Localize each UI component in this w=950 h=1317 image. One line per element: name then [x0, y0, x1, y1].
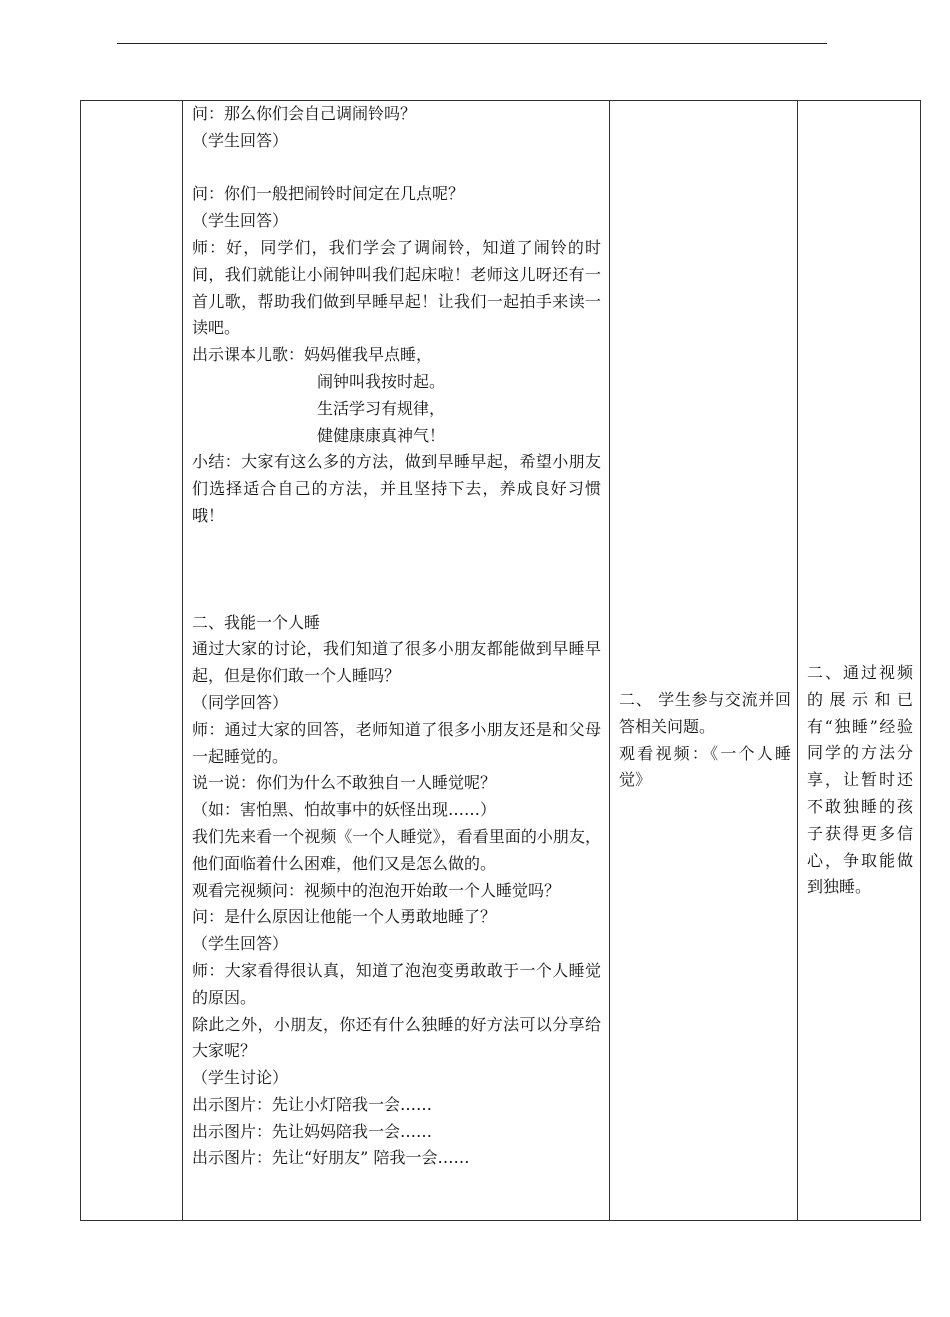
- lesson-plan-table: [80, 100, 921, 1221]
- example-answer: （如：害怕黑、怕故事中的妖怪出现……）: [192, 800, 497, 820]
- student-activity-cell: [610, 101, 798, 1221]
- song-line: 健健康康真神气！: [317, 425, 446, 445]
- design-intent-cell: [798, 101, 921, 1221]
- song-intro: 出示课本儿歌：妈妈催我早点睡，: [192, 345, 433, 365]
- song-line: 闹钟叫我按时起。: [317, 371, 446, 391]
- after-video-question: 观看完视频问：视频中的泡泡开始敢一个人睡觉吗？: [192, 880, 561, 900]
- video-intro: 我们先来看一个视频《一个人睡觉》，看看里面的小朋友，他们面临着什么困难，他们又是怎么做的。: [192, 826, 601, 873]
- student-discussion: （学生讨论）: [192, 1068, 289, 1088]
- student-answer: （学生回答）: [192, 211, 289, 231]
- question-alarm-set: 问：那么你们会自己调闹铃吗？: [192, 104, 417, 123]
- student-answer: （学生回答）: [192, 934, 289, 954]
- teacher-remark: 师：大家看得很认真，知道了泡泡变勇敢敢于一个人睡觉的原因。: [192, 960, 601, 1007]
- design-intent-text: 二、通过视频的展示和已有“独睡”经验同学的方法分享，让暂时还不敢独睡的孩子获得更多信心，争取能做到独睡。: [807, 663, 913, 897]
- table-row: [81, 101, 921, 1221]
- teacher-remark: 师：通过大家的回答，老师知道了很多小朋友还是和父母一起睡觉的。: [192, 719, 601, 766]
- student-answer: （学生回答）: [192, 130, 289, 150]
- summary: 小结：大家有这么多的方法，做到早睡早起，希望小朋友们选择适合自己的方法，并且坚持下去，养成良好习惯哦！: [192, 452, 601, 525]
- student-answer: （同学回答）: [192, 692, 289, 712]
- empty-column-cell: [81, 101, 183, 1221]
- picture-prompt: 出示图片：先让妈妈陪我一会……: [192, 1121, 433, 1141]
- section-heading: 二、我能一个人睡: [192, 612, 321, 632]
- teaching-process-cell: [183, 101, 610, 1221]
- reason-question: 问：是什么原因让他能一个人勇敢地睡了？: [192, 907, 497, 927]
- section-intro: 通过大家的讨论，我们知道了很多小朋友都能做到早睡早起，但是你们敢一个人睡吗？: [192, 639, 601, 686]
- student-activity-text: 二、 学生参与交流并回答相关问题。: [619, 690, 791, 736]
- song-line: 生活学习有规律，: [317, 398, 446, 418]
- student-activity-video: 观看视频：《一个人睡觉》: [619, 743, 791, 790]
- picture-prompt: 出示图片：先让小灯陪我一会……: [192, 1094, 433, 1114]
- header-rule: [117, 43, 827, 44]
- discussion-prompt: 说一说：你们为什么不敢独自一人睡觉呢？: [192, 773, 497, 793]
- teacher-remark: 师：好，同学们，我们学会了调闹铃，知道了闹铃的时间，我们就能让小闹钟叫我们起床啦！老师这儿呀还有一首儿歌，帮助我们做到早睡早起！让我们一起拍手来读一读吧。: [192, 237, 601, 338]
- sharing-prompt: 除此之外，小朋友，你还有什么独睡的好方法可以分享给大家呢？: [192, 1014, 601, 1061]
- picture-prompt: 出示图片：先让“好朋友” 陪我一会……: [192, 1148, 470, 1168]
- question-alarm-time: 问：你们一般把闹铃时间定在几点呢？: [192, 184, 465, 204]
